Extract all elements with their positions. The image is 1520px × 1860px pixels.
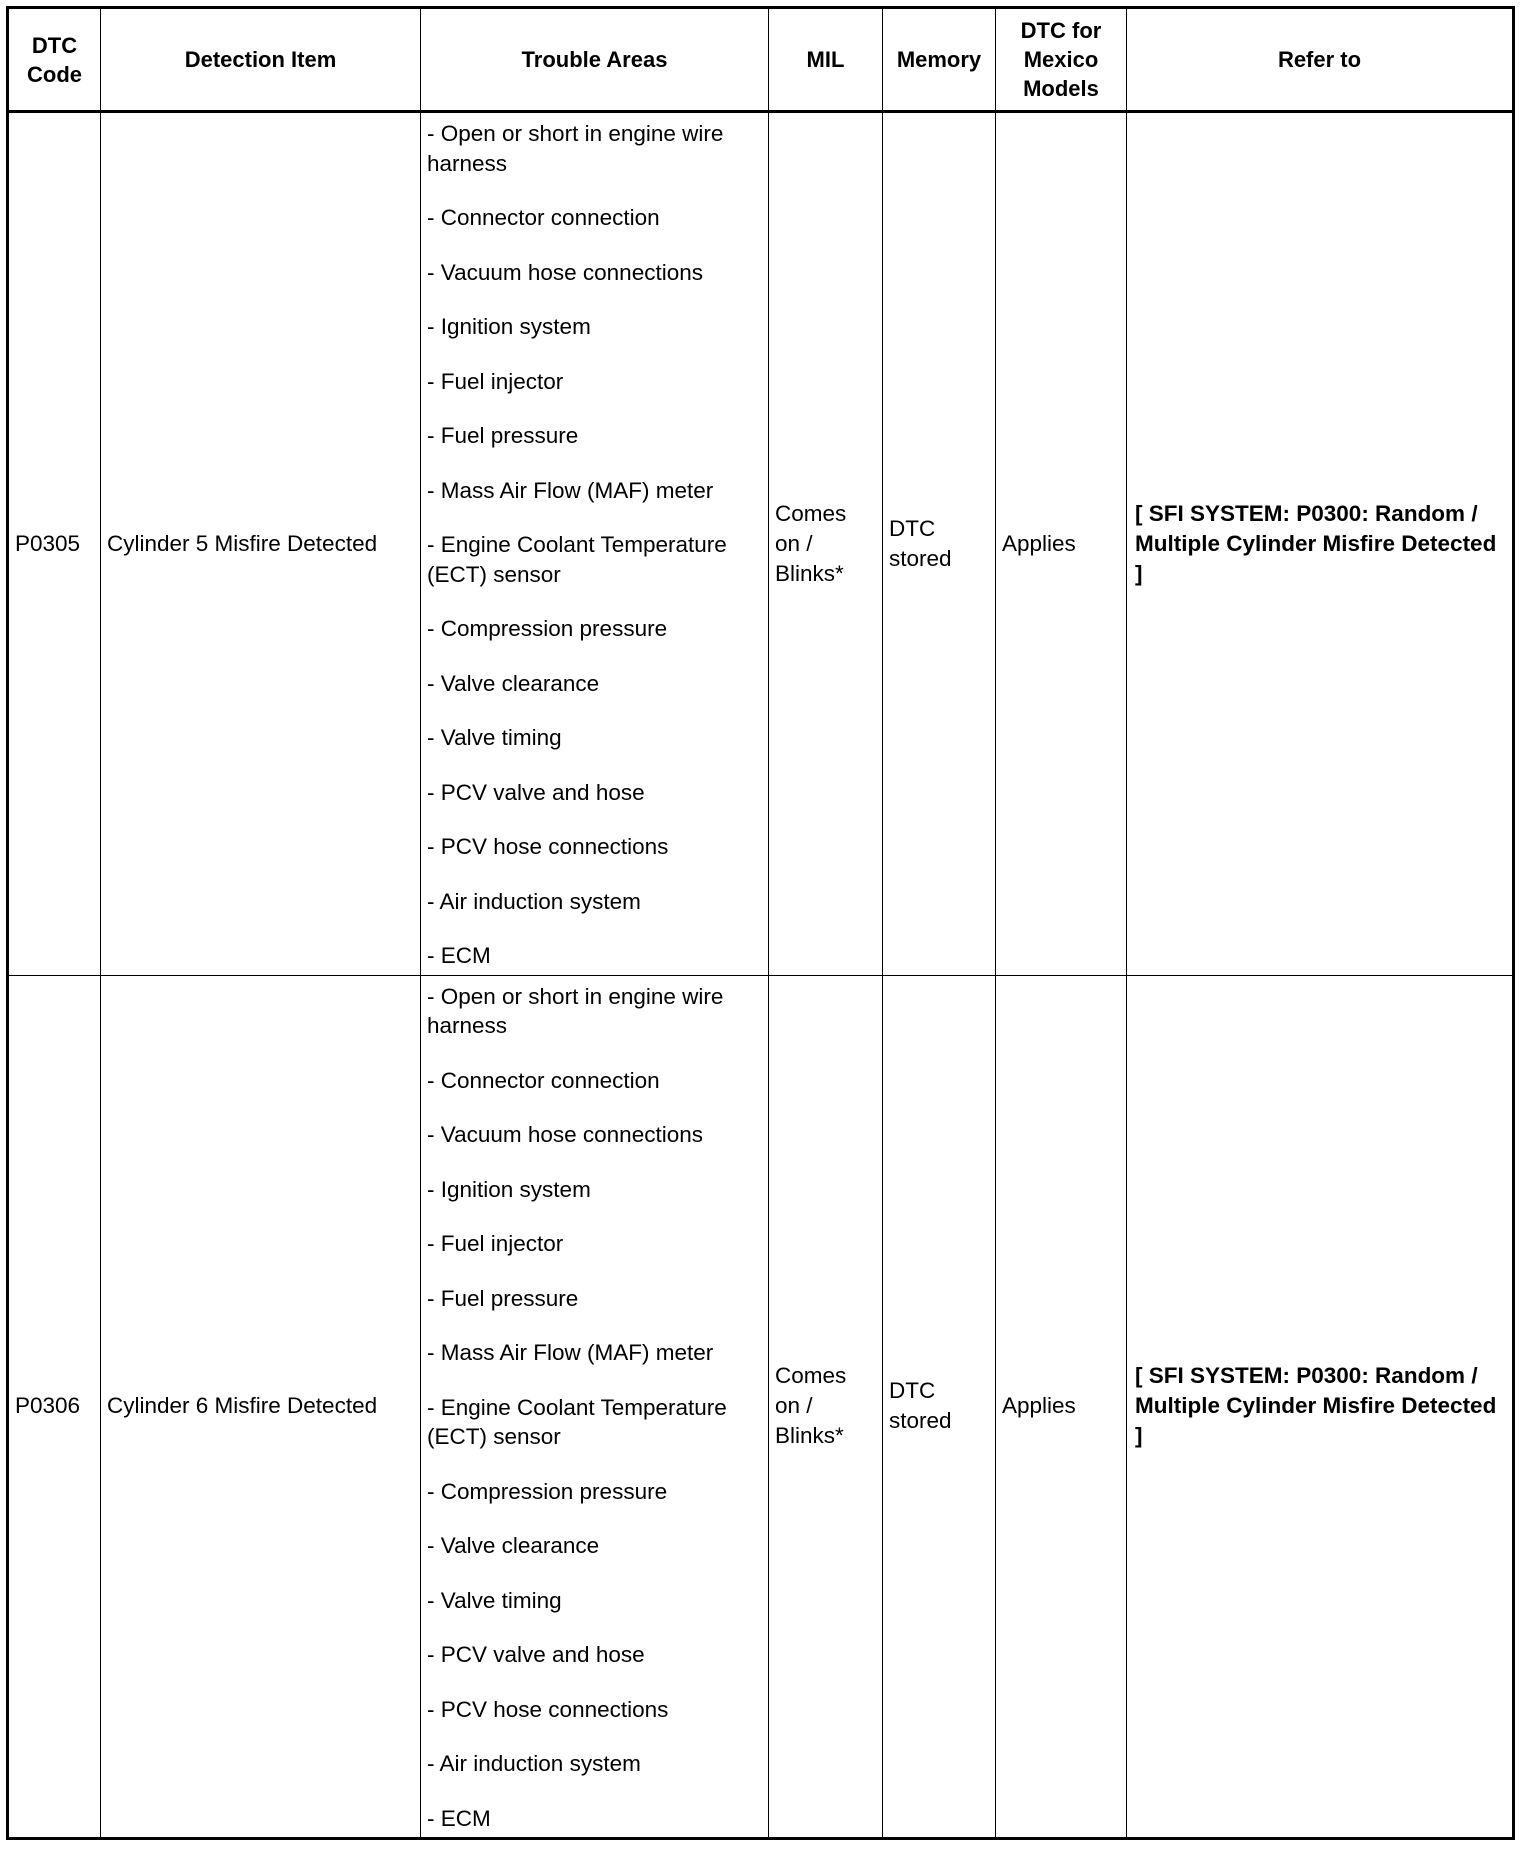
table-row <box>8 112 1514 976</box>
trouble-area-item: - PCV hose connections <box>427 1696 669 1722</box>
trouble-areas-cell <box>421 975 769 1839</box>
header-mil: MIL <box>769 8 883 112</box>
trouble-area-item: - Mass Air Flow (MAF) meter <box>427 477 714 503</box>
trouble-area-item: - PCV valve and hose <box>427 779 645 805</box>
refer-to-cell: [ SFI SYSTEM: P0300: Random / Multiple Cylinder Misfire Detected ] <box>1127 112 1514 976</box>
trouble-area-item: - Valve timing <box>427 1587 562 1613</box>
header-trouble-areas: Trouble Areas <box>421 8 769 112</box>
trouble-area-item: - Connector connection <box>427 1067 660 1093</box>
table-row <box>8 975 1514 1839</box>
trouble-area-item: - Compression pressure <box>427 1478 668 1504</box>
trouble-area-item: - Compression pressure <box>427 616 668 641</box>
trouble-areas-list <box>427 982 762 1834</box>
trouble-area-item: - Valve clearance <box>427 670 600 696</box>
trouble-area-item: - Vacuum hose connections <box>427 1122 703 1147</box>
mexico-models-cell: Applies <box>996 975 1127 1839</box>
mil-cell: Comes on / Blinks* <box>769 975 883 1839</box>
trouble-areas-list <box>427 119 762 971</box>
trouble-area-item: - Valve timing <box>427 725 562 750</box>
mil-cell: Comes on / Blinks* <box>769 112 883 976</box>
trouble-area-item: - PCV hose connections <box>427 834 669 859</box>
header-dtc-code: DTC Code <box>8 8 101 112</box>
trouble-area-item: - Ignition system <box>427 314 591 339</box>
header-row <box>8 8 1514 112</box>
trouble-area-item: - ECM <box>427 943 491 968</box>
mexico-models-cell: Applies <box>996 112 1127 976</box>
dtc-table <box>6 6 1515 1840</box>
dtc-code-cell: P0305 <box>8 112 101 976</box>
dtc-code-cell: P0306 <box>8 975 101 1839</box>
refer-to-cell: [ SFI SYSTEM: P0300: Random / Multiple Cylinder Misfire Detected ] <box>1127 975 1514 1839</box>
trouble-area-item: - Valve clearance <box>427 1533 600 1558</box>
trouble-areas-cell <box>421 112 769 976</box>
trouble-area-item: - PCV valve and hose <box>427 1642 645 1667</box>
trouble-area-item: - Fuel injector <box>427 1231 564 1256</box>
trouble-area-item: - Engine Coolant Temperature (ECT) sensor <box>427 1394 727 1449</box>
trouble-area-item: - Air induction system <box>427 888 641 914</box>
header-detection-item: Detection Item <box>101 8 421 112</box>
trouble-area-item: - Mass Air Flow (MAF) meter <box>427 1340 714 1365</box>
memory-cell: DTC stored <box>883 975 996 1839</box>
trouble-area-item: - Air induction system <box>427 1751 641 1776</box>
trouble-area-item: - Vacuum hose connections <box>427 259 703 285</box>
header-refer-to: Refer to <box>1127 8 1514 112</box>
trouble-area-item: - Fuel pressure <box>427 423 579 448</box>
detection-item-cell: Cylinder 6 Misfire Detected <box>101 975 421 1839</box>
trouble-area-item: - Ignition system <box>427 1176 591 1202</box>
trouble-area-item: - Connector connection <box>427 205 660 230</box>
memory-cell: DTC stored <box>883 112 996 976</box>
header-mexico-models: DTC for Mexico Models <box>996 8 1127 112</box>
trouble-area-item: - Fuel injector <box>427 368 564 394</box>
trouble-area-item: - Engine Coolant Temperature (ECT) sensor <box>427 532 727 587</box>
trouble-area-item: - Open or short in engine wire harness <box>427 983 724 1038</box>
header-memory: Memory <box>883 8 996 112</box>
trouble-area-item: - Open or short in engine wire harness <box>427 121 724 176</box>
detection-item-cell: Cylinder 5 Misfire Detected <box>101 112 421 976</box>
trouble-area-item: - Fuel pressure <box>427 1285 579 1311</box>
trouble-area-item: - ECM <box>427 1805 491 1831</box>
table-body <box>8 112 1514 1839</box>
